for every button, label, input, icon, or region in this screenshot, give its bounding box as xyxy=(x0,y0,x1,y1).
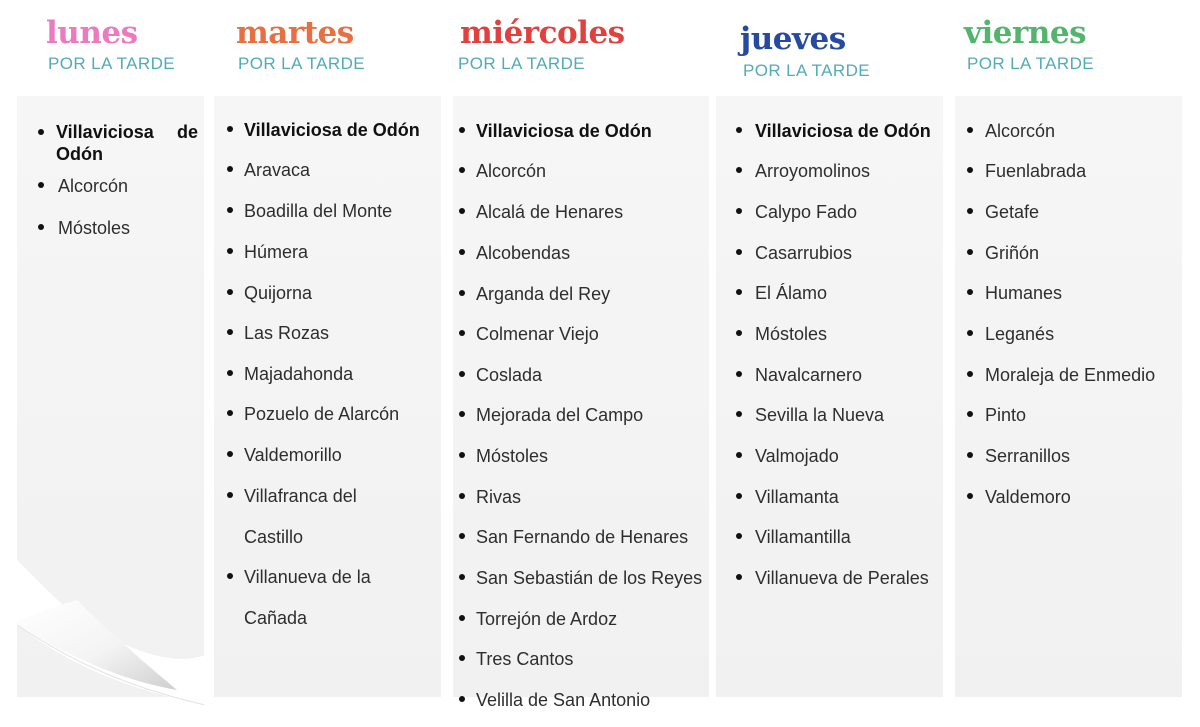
bullet-icon xyxy=(736,330,742,336)
bullet-icon xyxy=(227,248,233,254)
day-column-lunes xyxy=(0,0,210,727)
town-name: Coslada xyxy=(476,365,543,385)
town-name: Villamantilla xyxy=(755,527,851,547)
town-name: Villanueva de la Cañada xyxy=(244,567,371,628)
town-name: Aravaca xyxy=(244,160,311,180)
day-subtitle: POR LA TARDE xyxy=(238,54,365,73)
bullet-icon xyxy=(38,182,44,188)
bullet-icon xyxy=(459,696,465,702)
bullet-icon xyxy=(967,411,973,417)
day-header xyxy=(714,0,948,95)
day-header xyxy=(952,0,1186,95)
bullet-icon xyxy=(967,330,973,336)
bullet-icon xyxy=(227,451,233,457)
bullet-icon xyxy=(459,371,465,377)
bullet-icon xyxy=(736,127,742,133)
page-curl-decoration xyxy=(17,560,205,705)
bullet-icon xyxy=(736,371,742,377)
town-name: Las Rozas xyxy=(244,323,330,343)
bullet-icon xyxy=(227,329,233,335)
town-name: Colmenar Viejo xyxy=(476,324,599,344)
town-name: Villanueva de Perales xyxy=(755,568,929,588)
town-name: Alcorcón xyxy=(476,161,547,181)
town-name: Valdemoro xyxy=(985,487,1071,507)
bullet-icon xyxy=(459,330,465,336)
town-name: Villaviciosa de Odón xyxy=(56,122,198,164)
town-name: Villaviciosa de Odón xyxy=(476,121,652,141)
town-name: Mejorada del Campo xyxy=(476,405,644,425)
town-name: Boadilla del Monte xyxy=(244,201,393,221)
town-name: Móstoles xyxy=(58,218,131,238)
day-title-lunes: lunes xyxy=(46,15,138,51)
town-name: Arroyomolinos xyxy=(755,161,871,181)
list-item xyxy=(17,121,204,165)
bullet-icon xyxy=(459,127,465,133)
bullet-icon xyxy=(227,410,233,416)
town-name: Tres Cantos xyxy=(476,649,574,669)
town-name: Fuenlabrada xyxy=(985,161,1087,181)
day-header xyxy=(212,0,444,95)
town-name: Alcobendas xyxy=(476,243,571,263)
bullet-icon xyxy=(967,249,973,255)
bullet-icon xyxy=(227,370,233,376)
town-name: Serranillos xyxy=(985,446,1071,466)
bullet-icon xyxy=(736,411,742,417)
town-name: Moraleja de Enmedio xyxy=(985,365,1156,385)
bullet-icon xyxy=(459,167,465,173)
town-name: San Sebastián de los Reyes xyxy=(476,568,703,588)
bullet-icon xyxy=(459,533,465,539)
bullet-icon xyxy=(227,126,233,132)
day-card xyxy=(955,96,1182,697)
bullet-icon xyxy=(736,249,742,255)
bullet-icon xyxy=(459,249,465,255)
bullet-icon xyxy=(227,289,233,295)
town-name: Alcalá de Henares xyxy=(476,202,624,222)
day-column-viernes xyxy=(952,0,1186,727)
bullet-icon xyxy=(459,208,465,214)
bullet-icon xyxy=(459,290,465,296)
day-title-jueves: jueves xyxy=(740,21,846,57)
town-name: Pinto xyxy=(985,405,1027,425)
town-name: Húmera xyxy=(244,242,309,262)
bullet-icon xyxy=(967,289,973,295)
day-subtitle: POR LA TARDE xyxy=(48,54,175,73)
day-column-martes xyxy=(212,0,444,727)
town-name: Valmojado xyxy=(755,446,839,466)
town-name: Torrejón de Ardoz xyxy=(476,609,618,629)
day-header xyxy=(450,0,712,95)
bullet-icon xyxy=(459,655,465,661)
bullet-icon xyxy=(459,574,465,580)
town-name: Alcorcón xyxy=(985,121,1056,141)
bullet-icon xyxy=(736,208,742,214)
bullet-icon xyxy=(967,167,973,173)
bullet-icon xyxy=(736,167,742,173)
town-name: Móstoles xyxy=(755,324,828,344)
day-subtitle: POR LA TARDE xyxy=(743,61,870,80)
bullet-icon xyxy=(967,371,973,377)
town-name: Casarrubios xyxy=(755,243,853,263)
day-title-viernes: viernes xyxy=(964,15,1087,51)
bullet-icon xyxy=(459,452,465,458)
town-name: Móstoles xyxy=(476,446,549,466)
town-name: Rivas xyxy=(476,487,522,507)
town-name: Valdemorillo xyxy=(244,445,342,465)
bullet-icon xyxy=(38,224,44,230)
town-name: Leganés xyxy=(985,324,1055,344)
bullet-icon xyxy=(227,207,233,213)
bullet-icon xyxy=(967,452,973,458)
town-name: Getafe xyxy=(985,202,1040,222)
day-header xyxy=(0,0,210,95)
town-name: Villaviciosa de Odón xyxy=(755,121,931,141)
town-name: Majadahonda xyxy=(244,364,354,384)
bullet-icon xyxy=(736,452,742,458)
town-name: Pozuelo de Alarcón xyxy=(244,404,400,424)
day-card xyxy=(716,96,943,697)
bullet-icon xyxy=(967,127,973,133)
day-column-miercoles xyxy=(450,0,712,727)
bullet-icon xyxy=(967,493,973,499)
day-card xyxy=(453,96,709,710)
town-name: Sevilla la Nueva xyxy=(755,405,885,425)
town-name: Navalcarnero xyxy=(755,365,863,385)
town-name: Calypo Fado xyxy=(755,202,858,222)
bullet-icon xyxy=(736,574,742,580)
town-name: El Álamo xyxy=(755,283,828,303)
town-name: Villafranca del Castillo xyxy=(244,486,357,547)
day-subtitle: POR LA TARDE xyxy=(458,54,585,73)
day-column-jueves xyxy=(714,0,948,727)
bullet-icon xyxy=(459,493,465,499)
day-title-miercoles: miércoles xyxy=(460,15,625,51)
bullet-icon xyxy=(227,492,233,498)
town-name: Arganda del Rey xyxy=(476,284,611,304)
town-name: San Fernando de Henares xyxy=(476,527,689,547)
bullet-icon xyxy=(459,615,465,621)
bullet-icon xyxy=(736,493,742,499)
bullet-icon xyxy=(459,411,465,417)
town-name: Griñón xyxy=(985,243,1040,263)
day-subtitle: POR LA TARDE xyxy=(967,54,1094,73)
bullet-icon xyxy=(227,166,233,172)
town-name: Villaviciosa de Odón xyxy=(244,120,420,140)
day-card xyxy=(214,96,441,697)
town-name: Velilla de San Antonio xyxy=(476,690,651,710)
town-name: Villamanta xyxy=(755,487,839,507)
town-name: Humanes xyxy=(985,283,1063,303)
bullet-icon xyxy=(227,573,233,579)
bullet-icon xyxy=(38,129,44,135)
bullet-icon xyxy=(736,289,742,295)
town-name: Alcorcón xyxy=(58,176,129,196)
bullet-icon xyxy=(967,208,973,214)
day-title-martes: martes xyxy=(236,15,354,51)
bullet-icon xyxy=(736,533,742,539)
town-name: Quijorna xyxy=(244,283,313,303)
